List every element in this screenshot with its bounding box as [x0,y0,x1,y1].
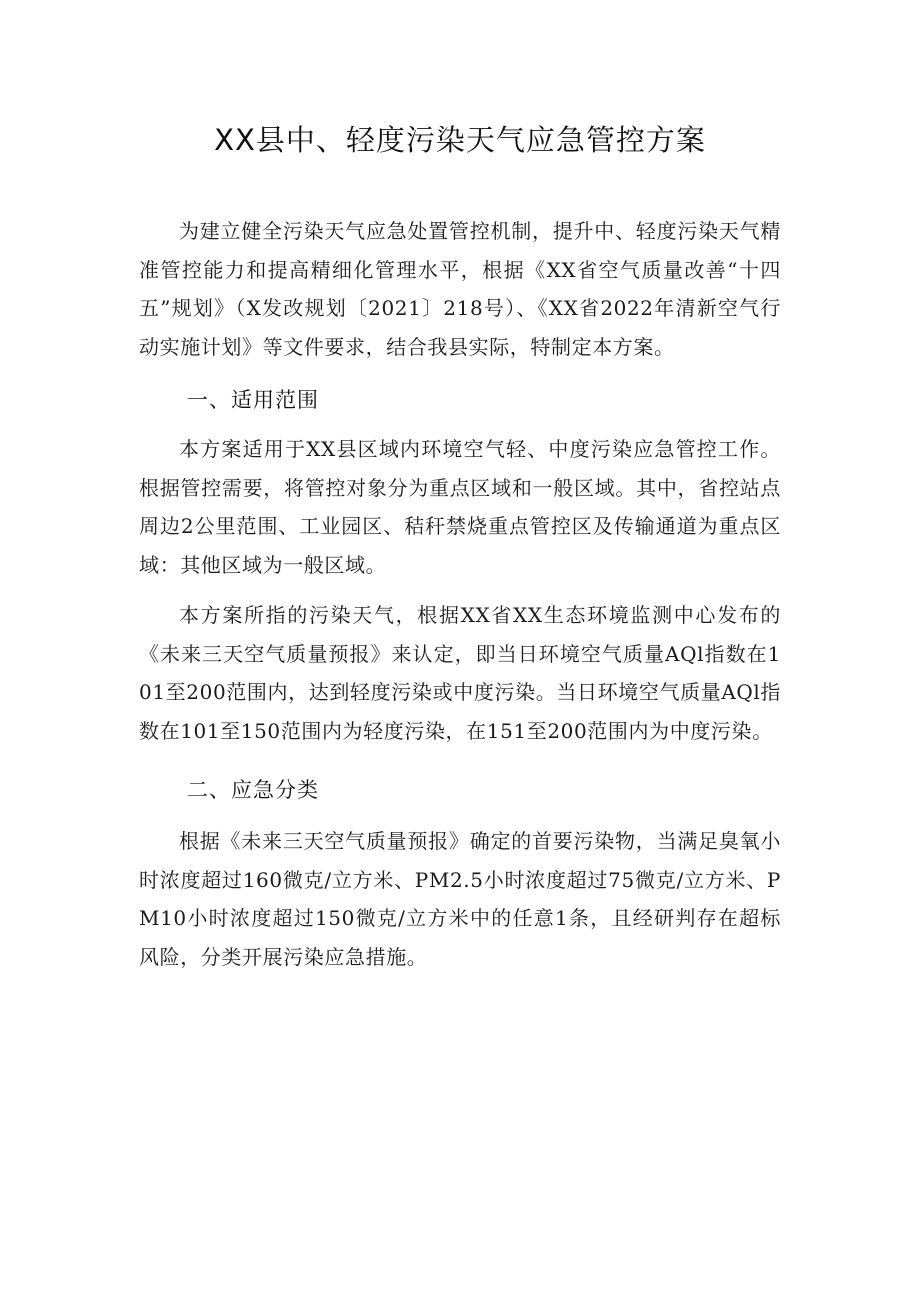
section-heading-category: 二、应急分类 [187,778,319,802]
category-paragraph: 根据《未来三天空气质量预报》确定的首要污染物，当满足臭氧小时浓度超过160微克/立方米、PM2.5小时浓度超过75微克/立方米、PM10小时浓度超过150微克/立方米中的任意1条，且经研判存在超标风险，分类开展污染应急措施。 [139,829,781,969]
section-heading-scope: 一、适用范围 [187,388,319,412]
intro-paragraph: 为建立健全污染天气应急处置管控机制，提升中、轻度污染天气精准管控能力和提高精细化管理水平，根据《XX省空气质量改善“十四五”规划》（X发改规划〔2021〕218号）、《XX省2022年清新空气行动实施计划》等文件要求，结合我县实际，特制定本方案。 [139,219,781,359]
scope-paragraph-2: 本方案所指的污染天气，根据XX省XX生态环境监测中心发布的《未来三天空气质量预报》来认定，即当日环境空气质量AQl指数在101至200范围内，达到轻度污染或中度污染。当日环境空气质量AQl指数在101至150范围内为轻度污染，在151至200范围内为中度污染。 [139,603,781,743]
document-title: XX县中、轻度污染天气应急管控方案 [214,123,706,157]
document-body [139,212,781,976]
scope-paragraph-1: 本方案适用于XX县区域内环境空气轻、中度污染应急管控工作。根据管控需要，将管控对象分为重点区域和一般区域。其中，省控站点周边2公里范围、工业园区、秸秆禁烧重点管控区及传输通道为重点区域：其他区域为一般区域。 [139,437,781,577]
